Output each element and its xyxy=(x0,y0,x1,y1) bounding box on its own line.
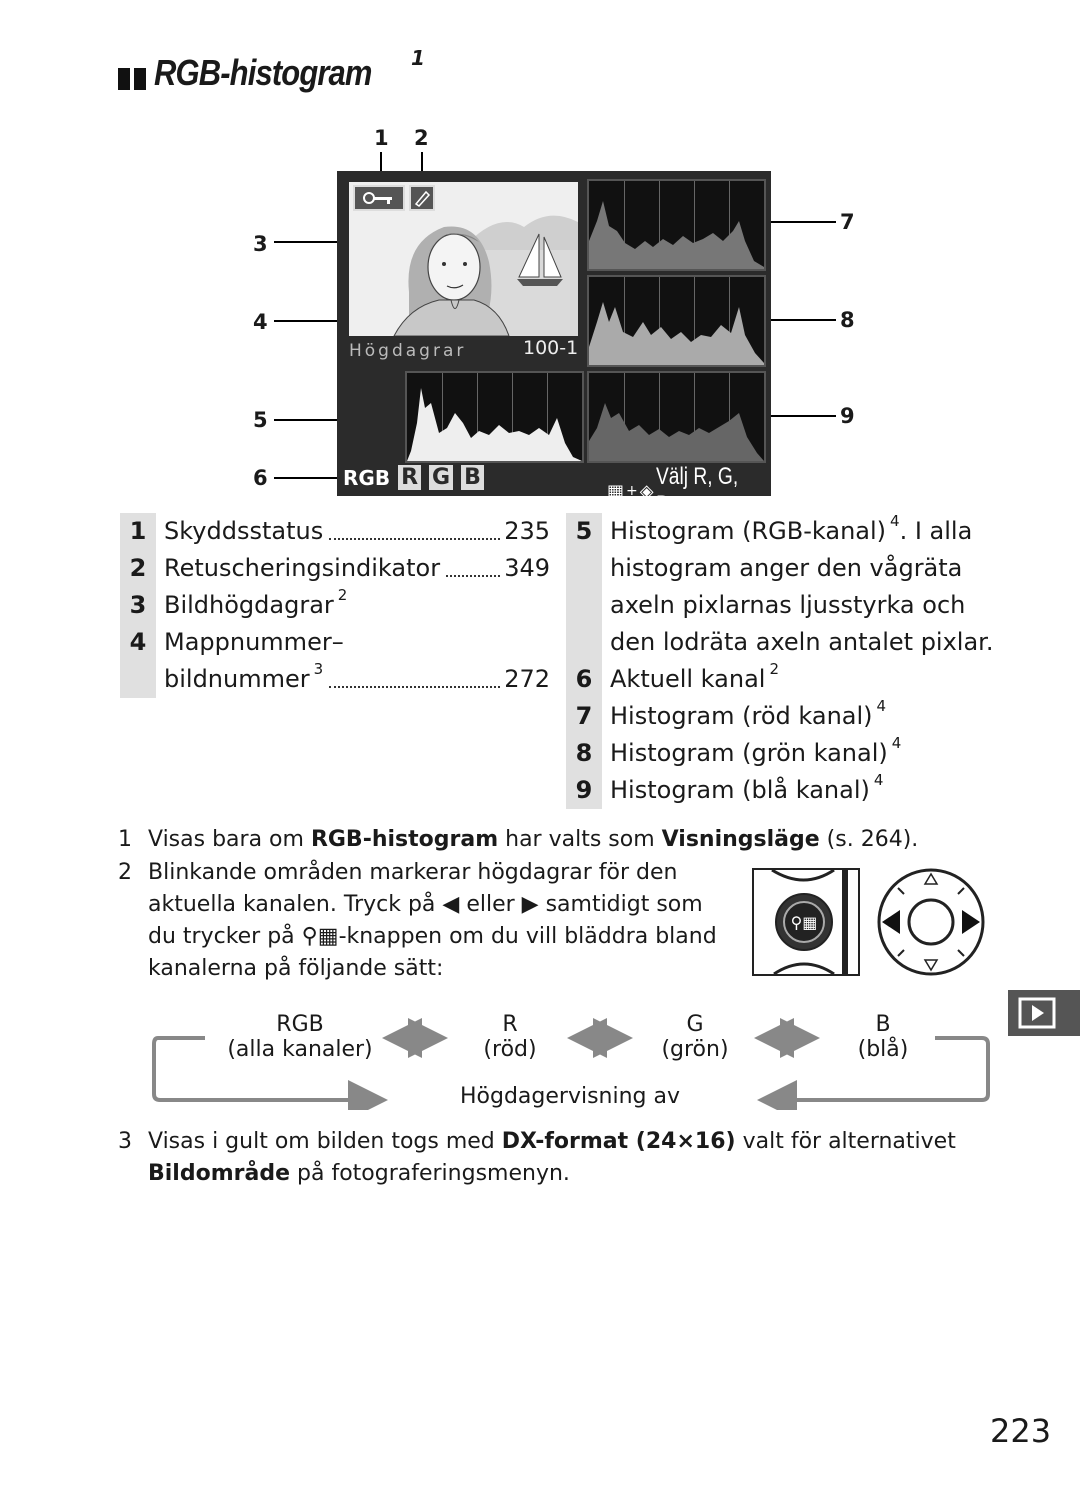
section-heading xyxy=(118,46,425,94)
list-item: 2 Retuscheringsindikator 349 xyxy=(120,550,550,587)
select-hint: ▦ + ◈ Välj R, G, B xyxy=(607,463,771,519)
left-arrow-icon: ◀ xyxy=(442,892,460,917)
list-item-continued: bildnummer 3 272 xyxy=(120,661,550,698)
list-item: 4 Mappnummer– xyxy=(120,624,550,661)
select-hint-text: Välj R, G, B xyxy=(655,463,738,518)
list-item: 1 Skyddsstatus 235 xyxy=(120,513,550,550)
cycle-off-label: Högdagervisning av xyxy=(460,1084,681,1109)
legend-list-left xyxy=(120,513,550,698)
callout-8: 8 xyxy=(840,308,855,332)
playback-icon xyxy=(1008,990,1080,1036)
image-number: 100-1 xyxy=(523,337,579,359)
list-item: 7 Histogram (röd kanal) 4 xyxy=(566,698,1006,735)
cycle-item-rgb: RGB (alla kanaler) xyxy=(227,1012,373,1062)
retouch-icon xyxy=(409,185,435,211)
multi-selector-icon: ◈ xyxy=(639,480,654,502)
multi-selector-illustration xyxy=(876,868,986,976)
footnote-2: 2 Blinkande områden markerar högdagrar för den aktuella kanalen. Tryck på ◀ eller ▶ samtidigt som du trycker på ⚲▦-knappen om du vill bläddra bland kanalerna på följande sätt: xyxy=(118,860,717,981)
histogram-green xyxy=(587,275,766,367)
svg-text:⚲▦: ⚲▦ xyxy=(790,913,818,932)
folder-label: Högdagrar xyxy=(349,341,467,361)
callout-4: 4 xyxy=(253,310,268,334)
list-item: 8 Histogram (grön kanal) 4 xyxy=(566,735,1006,772)
callout-5: 5 xyxy=(253,408,268,432)
callout-9: 9 xyxy=(840,404,855,428)
callout-2: 2 xyxy=(414,126,429,150)
protect-key-icon xyxy=(353,185,405,211)
legend-list-right: 5 Histogram (RGB-kanal) 4 . I alla histogram anger den vågräta axeln pixlarnas ljusstyrka och den lodräta axeln antalet pixlar. 6 Aktuell kanal 2 7 Histogram (röd kanal) 4 8 Histogram (grön kanal) 4 9 Histogram (blå kanal) 4 xyxy=(566,513,1006,809)
histogram-blue xyxy=(587,371,766,463)
callout-3: 3 xyxy=(253,232,268,256)
footnote-1: 1 Visas bara om RGB-histogram har valts som Visningsläge (s. 264). xyxy=(118,827,919,852)
footnote-3: 3 Visas i gult om bilden togs med DX-format (24×16) valt för alternativet Bildområde på fotograferingsmenyn. xyxy=(118,1129,956,1186)
callout-6: 6 xyxy=(253,466,268,490)
list-item: 9 Histogram (blå kanal) 4 xyxy=(566,772,1006,809)
page-number: 223 xyxy=(990,1412,1052,1450)
callout-1: 1 xyxy=(374,126,389,150)
callout-7: 7 xyxy=(840,210,855,234)
heading-title: RGB-histogram xyxy=(154,52,372,93)
heading-marker xyxy=(118,68,146,90)
cycle-item-b: B (blå) xyxy=(857,1012,909,1062)
camera-screen xyxy=(337,171,771,518)
histogram-red xyxy=(587,179,766,271)
cycle-item-g: G (grön) xyxy=(661,1012,729,1062)
zoom-checker-icon: ▦ xyxy=(607,480,625,502)
channel-rgb: RGB xyxy=(343,465,391,490)
right-arrow-icon: ▶ xyxy=(521,892,539,917)
cycle-item-r: R (röd) xyxy=(483,1012,537,1062)
channel-g: G xyxy=(429,465,453,490)
heading-footnote-ref: 1 xyxy=(411,46,425,70)
list-item: 5 Histogram (RGB-kanal) 4 . I alla xyxy=(566,513,1006,550)
channel-indicators xyxy=(343,465,484,490)
list-item: 3 Bildhögdagrar 2 xyxy=(120,587,550,624)
list-item: 6 Aktuell kanal 2 xyxy=(566,661,1006,698)
channel-cycle-diagram xyxy=(150,1010,995,1110)
channel-b: B xyxy=(461,465,484,490)
channel-r: R xyxy=(398,465,421,490)
playback-tab xyxy=(1008,990,1080,1036)
histogram-rgb xyxy=(405,371,584,463)
zoom-out-checker-icon: ⚲▦ xyxy=(301,924,339,949)
callout-line-6 xyxy=(274,477,346,479)
zoom-button-illustration xyxy=(752,868,860,976)
